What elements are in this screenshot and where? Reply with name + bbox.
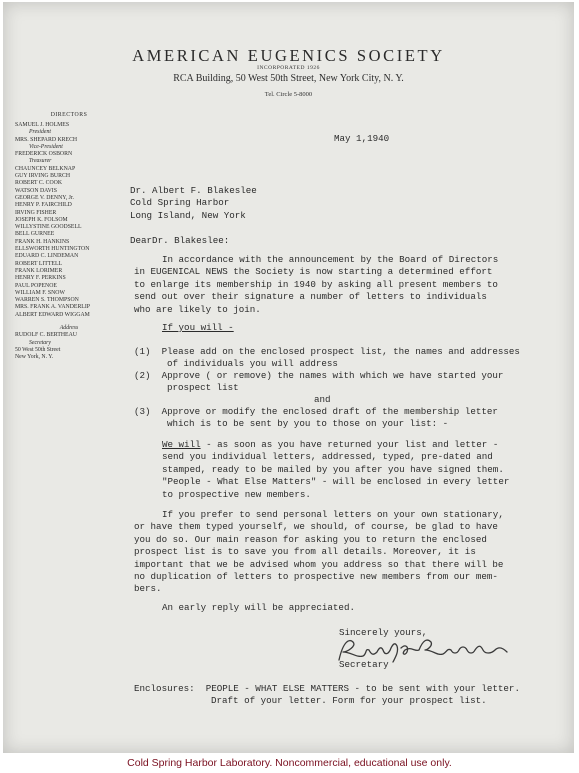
text-line: you do so. Our main reason for asking you to return the enclosed (134, 533, 487, 545)
director-name: HENRY P. FAIRCHILD (15, 202, 72, 209)
text-line: who are likely to join. (134, 303, 261, 315)
address-heading: Address (59, 325, 79, 332)
closing: Sincerely yours, (339, 627, 428, 638)
enclosures-label: Enclosures: (134, 683, 195, 694)
recipient-line: Cold Spring Harbor (130, 197, 230, 209)
text-line: to enlarge its membership in 1940 by asking all present members to (134, 278, 498, 290)
text-line: In accordance with the announcement by the Board of Directors (162, 254, 499, 265)
directors-heading: DIRECTORS (50, 112, 88, 118)
personal-letters-paragraph (134, 509, 504, 596)
director-name: CHAUNCEY BELKNAP (15, 165, 76, 172)
text-line: in EUGENICAL NEWS the Society is now starting a determined effort (134, 266, 493, 278)
recipient-line: Long Island, New York (130, 209, 246, 221)
enclosures (134, 683, 520, 708)
if-you-will-heading: If you will - (162, 322, 234, 333)
text-line: Approve or modify the enclosed draft of the membership letter (161, 406, 498, 417)
intro-paragraph (134, 254, 498, 316)
text-line: prospect list is to save you from all details. Moreover, it is (134, 546, 476, 558)
item-number: (3) (134, 406, 151, 417)
item-3 (134, 406, 498, 431)
text-line: Approve ( or remove) the names with which we have started your (161, 370, 504, 381)
director-name: JOSEPH K. FOLSOM (15, 216, 68, 223)
letterhead-address: RCA Building, 50 West 50th Street, New York City, N. Y. (173, 73, 404, 84)
and-connector: and (314, 394, 331, 405)
director-role: Vice-President (29, 143, 63, 150)
director-name: FREDERICK OSBORN (15, 151, 73, 158)
text-line: Please add on the enclosed prospect list, the names and addresses (161, 346, 520, 357)
director-name: FRANK LORIMER (15, 267, 63, 274)
society-address-block (15, 325, 123, 361)
text-line: Draft of your letter. Form for your prospect list. (211, 695, 487, 707)
text-line: which is to be sent by you to those on your list: - (167, 418, 449, 430)
director-name: MRS. SHEPARD KRECH (15, 136, 78, 143)
director-name: PAUL POPENOE (15, 282, 57, 289)
director-name: ELLSWORTH HUNTINGTON (15, 246, 90, 253)
text-line: to prospective new members. (162, 488, 311, 500)
text-line: send out over their signature a number of letters to individuals (134, 291, 487, 303)
recipient-address (130, 185, 257, 222)
text-line: bers. (134, 583, 162, 595)
director-name: GEORGE V. DENNY, Jr. (15, 194, 74, 201)
item-number: (2) (134, 370, 151, 381)
director-name: WILLYSTINE GOODSELL (15, 224, 82, 231)
address-street: 50 West 50th Street (15, 346, 61, 353)
letter-page (3, 2, 574, 753)
we-will-label: We will (162, 439, 201, 450)
text-line: If you prefer to send personal letters on your own stationary, (162, 509, 504, 520)
director-name: SAMUEL J. HOLMES (15, 122, 70, 128)
text-line: of individuals you will address (167, 358, 338, 370)
text-line: - as soon as you have returned your list and letter - (200, 439, 499, 450)
directors-list (15, 122, 123, 319)
secretary-role: Secretary (29, 339, 51, 346)
director-name: ALBERT EDWARD WIGGAM (15, 311, 90, 318)
director-name: IRVING FISHER (15, 209, 57, 216)
text-line: or have them typed yourself, we should, of course, be glad to have (134, 521, 498, 533)
director-role: Treasurer (29, 158, 52, 165)
director-name: FRANK H. HANKINS (15, 238, 70, 245)
reply-request: An early reply will be appreciated. (162, 602, 355, 613)
we-will-paragraph (162, 439, 509, 501)
letterhead-telephone: Tel. Circle 5-8000 (264, 91, 313, 98)
text-line: PEOPLE - WHAT ELSE MATTERS - to be sent with your letter. (205, 683, 520, 694)
director-name: HENRY F. PERKINS (15, 275, 66, 282)
item-2 (134, 370, 503, 395)
signer-title: Secretary (339, 659, 389, 670)
text-line: important that we be advised whom you address so that there will be (134, 558, 504, 570)
letter-date: May 1,1940 (334, 133, 390, 144)
director-name: BELL GURNEE (15, 231, 55, 238)
text-line: no duplication of letters to prospective new members from our mem- (134, 571, 498, 583)
director-name: ROBERT C. COOK (15, 180, 63, 187)
director-name: MRS. FRANK A. VANDERLIP (15, 304, 91, 311)
director-name: GUY IRVING BURCH (15, 173, 71, 180)
director-name: WARREN S. THOMPSON (15, 297, 79, 304)
director-name: EDUARD C. LINDEMAN (15, 253, 79, 260)
secretary-name: RUDOLF C. BERTHEAU (15, 332, 77, 339)
text-line: "People - What Else Matters" - will be enclosed in every letter (162, 476, 510, 488)
director-name: ROBERT LITTELL (15, 260, 63, 267)
director-name: WILLIAM F. SNOW (15, 289, 65, 296)
director-name: WATSON DAVIS (15, 187, 57, 194)
directors-column (15, 112, 123, 362)
letterhead-incorporated: INCORPORATED 1926 (257, 65, 320, 71)
salutation: DearDr. Blakeslee: (130, 235, 230, 246)
item-1 (134, 346, 520, 371)
text-line: stamped, ready to be mailed by you after you have signed them. (162, 463, 504, 475)
item-number: (1) (134, 346, 151, 357)
director-role: President (29, 129, 52, 136)
text-line: send you individual letters, addressed, typed, pre-dated and (162, 451, 493, 463)
archive-credit-footer: Cold Spring Harbor Laboratory. Noncommercial, educational use only. (127, 757, 452, 769)
letterhead-title: AMERICAN EUGENICS SOCIETY (132, 46, 445, 65)
address-city: New York, N. Y. (15, 354, 54, 361)
recipient-line: Dr. Albert F. Blakeslee (130, 185, 257, 196)
text-line: prospect list (167, 382, 239, 394)
